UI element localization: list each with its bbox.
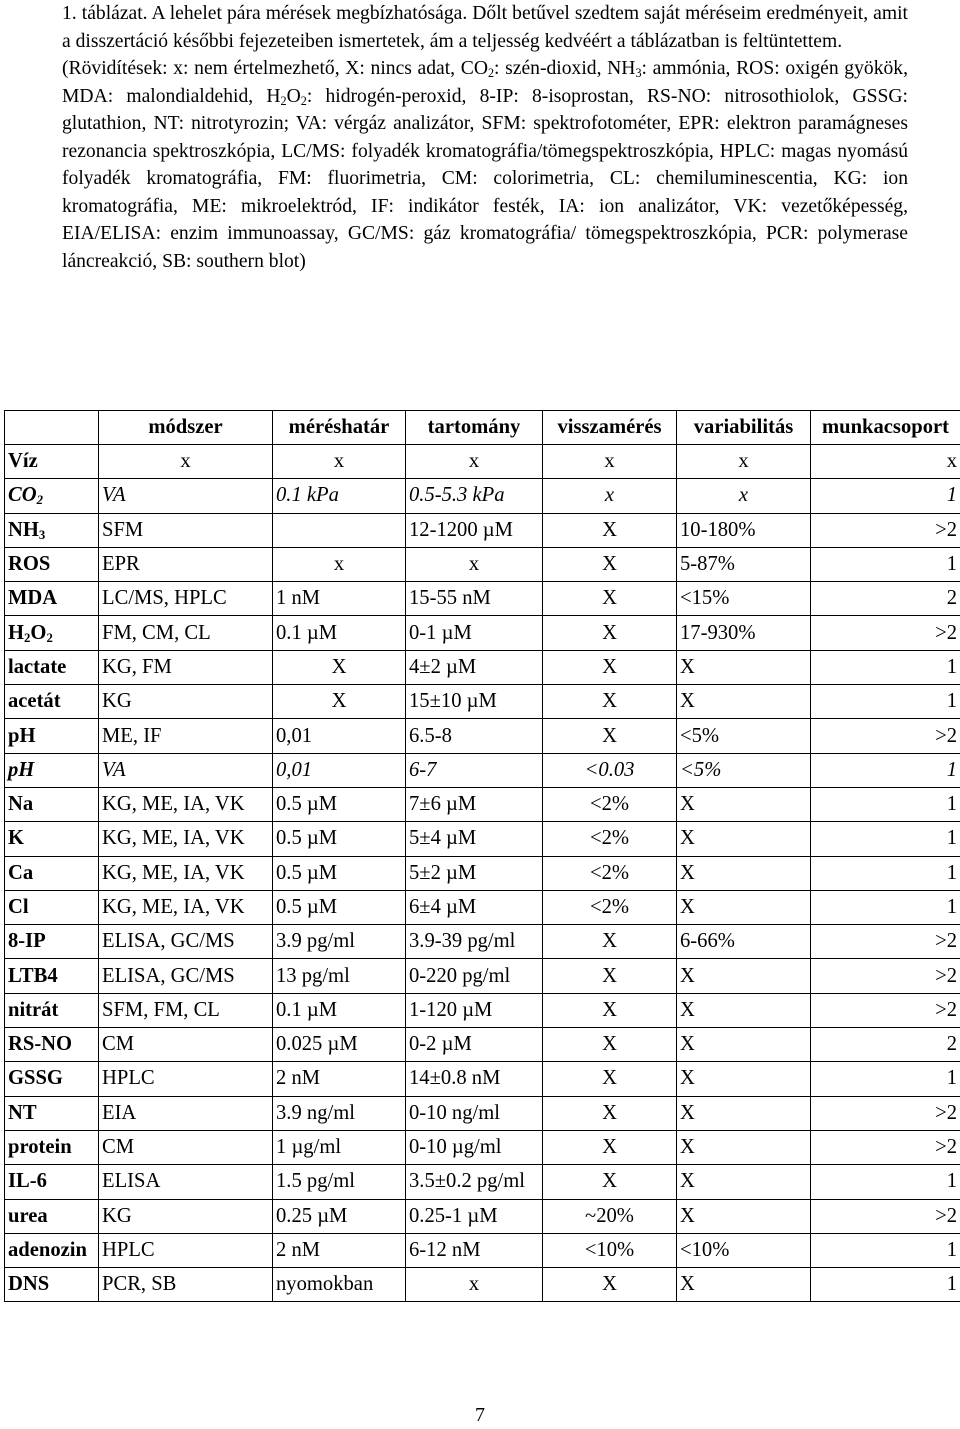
- table-cell: 2 nM: [273, 1233, 406, 1267]
- table-cell: 1 µg/ml: [273, 1130, 406, 1164]
- table-cell: X: [543, 513, 677, 547]
- row-label: RS-NO: [5, 1028, 99, 1062]
- table-cell: 0.025 µM: [273, 1028, 406, 1062]
- table-cell: >2: [811, 513, 960, 547]
- table-row: [5, 1062, 960, 1096]
- table-cell: X: [677, 787, 811, 821]
- table-cell: X: [677, 993, 811, 1027]
- table-cell: X: [543, 1096, 677, 1130]
- table-cell: x: [543, 445, 677, 479]
- table-cell: >2: [811, 1199, 960, 1233]
- table-cell: X: [677, 1199, 811, 1233]
- table-cell: X: [543, 650, 677, 684]
- reliability-table: [4, 410, 960, 1302]
- table-cell: X: [543, 547, 677, 581]
- table-cell: 0.5-5.3 kPa: [406, 479, 543, 513]
- row-label: nitrát: [5, 993, 99, 1027]
- table-cell: X: [543, 1062, 677, 1096]
- table-row: [5, 753, 960, 787]
- table-cell: ELISA: [99, 1165, 273, 1199]
- table-cell: EIA: [99, 1096, 273, 1130]
- table-cell: 1: [811, 753, 960, 787]
- caption-title: 1. táblázat. A lehelet pára mérések megbízhatósága. Dőlt betűvel szedtem saját méréseim eredményeit, amit a disszertáció későbbi fejezeteiben ismertetek, ám a teljesség kedvéért a táblázatban is feltüntettem.: [62, 3, 908, 52]
- table-row: [5, 1165, 960, 1199]
- table-cell: KG: [99, 1199, 273, 1233]
- table-cell: 1: [811, 1165, 960, 1199]
- table-row: [5, 1028, 960, 1062]
- table-cell: X: [273, 650, 406, 684]
- table-cell: 1 nM: [273, 582, 406, 616]
- table-cell: >2: [811, 925, 960, 959]
- row-label: urea: [5, 1199, 99, 1233]
- row-label: $CO_2$: [5, 479, 99, 513]
- table-cell: <10%: [677, 1233, 811, 1267]
- row-label: lactate: [5, 650, 99, 684]
- table-row: [5, 993, 960, 1027]
- table-row: [5, 685, 960, 719]
- header-cell: variabilitás: [677, 411, 811, 445]
- table-cell: x: [677, 445, 811, 479]
- table-cell: >2: [811, 1096, 960, 1130]
- table-cell: 0-220 pg/ml: [406, 959, 543, 993]
- table-row: [5, 650, 960, 684]
- table-row: [5, 1233, 960, 1267]
- row-label: $NH_3$: [5, 513, 99, 547]
- table-cell: 4±2 µM: [406, 650, 543, 684]
- table-row: [5, 582, 960, 616]
- table-cell: >2: [811, 616, 960, 650]
- table-cell: 2 nM: [273, 1062, 406, 1096]
- row-label: acetát: [5, 685, 99, 719]
- table-row: [5, 787, 960, 821]
- table-cell: <0.03: [543, 753, 677, 787]
- table-cell: 0-2 µM: [406, 1028, 543, 1062]
- table-cell: 1: [811, 685, 960, 719]
- table-cell: x: [406, 445, 543, 479]
- table-row: [5, 1199, 960, 1233]
- table-cell: X: [543, 582, 677, 616]
- table-cell: x: [406, 547, 543, 581]
- table-row: [5, 822, 960, 856]
- table-cell: 0.5 µM: [273, 787, 406, 821]
- table-cell: KG, ME, IA, VK: [99, 787, 273, 821]
- table-cell: 0.5 µM: [273, 890, 406, 924]
- table-cell: 0-10 ng/ml: [406, 1096, 543, 1130]
- row-label: Cl: [5, 890, 99, 924]
- table-cell: 12-1200 µM: [406, 513, 543, 547]
- table-cell: <10%: [543, 1233, 677, 1267]
- table-cell: X: [677, 856, 811, 890]
- table-row: [5, 719, 960, 753]
- table-cell: <2%: [543, 822, 677, 856]
- table-caption: [62, 0, 908, 275]
- table-row: [5, 959, 960, 993]
- table-cell: <2%: [543, 787, 677, 821]
- table-cell: X: [543, 616, 677, 650]
- table-cell: LC/MS, HPLC: [99, 582, 273, 616]
- table-cell: SFM: [99, 513, 273, 547]
- table-cell: 5±4 µM: [406, 822, 543, 856]
- header-cell: munkacsoport: [811, 411, 960, 445]
- table-cell: 1: [811, 650, 960, 684]
- table-cell: X: [677, 890, 811, 924]
- table-cell: X: [543, 925, 677, 959]
- table-cell: 3.9-39 pg/ml: [406, 925, 543, 959]
- table-cell: X: [543, 1028, 677, 1062]
- table-row: [5, 479, 960, 513]
- table-cell: KG, ME, IA, VK: [99, 822, 273, 856]
- row-label: $H_2O_2$: [5, 616, 99, 650]
- table-cell: 0.5 µM: [273, 822, 406, 856]
- table-cell: 1-120 µM: [406, 993, 543, 1027]
- table-row: [5, 890, 960, 924]
- header-cell: [5, 411, 99, 445]
- table-cell: X: [677, 1096, 811, 1130]
- table-cell: SFM, FM, CL: [99, 993, 273, 1027]
- table-cell: X: [273, 685, 406, 719]
- table-cell: X: [677, 1268, 811, 1302]
- table-row: [5, 513, 960, 547]
- table-row: [5, 925, 960, 959]
- table-row: [5, 445, 960, 479]
- table-cell: x: [406, 1268, 543, 1302]
- table-row: [5, 1096, 960, 1130]
- table-cell: X: [543, 1268, 677, 1302]
- table-cell: >2: [811, 1130, 960, 1164]
- table-cell: 15-55 nM: [406, 582, 543, 616]
- table-cell: HPLC: [99, 1233, 273, 1267]
- table-cell: 1: [811, 479, 960, 513]
- table-cell: VA: [99, 753, 273, 787]
- row-label: K: [5, 822, 99, 856]
- row-label: 8-IP: [5, 925, 99, 959]
- table-cell: X: [677, 1165, 811, 1199]
- table-cell: X: [677, 1130, 811, 1164]
- table-cell: X: [677, 650, 811, 684]
- table-cell: KG, ME, IA, VK: [99, 856, 273, 890]
- table-cell: 3.9 ng/ml: [273, 1096, 406, 1130]
- row-label: MDA: [5, 582, 99, 616]
- table-cell: x: [99, 445, 273, 479]
- table-cell: 0-1 µM: [406, 616, 543, 650]
- table-cell: ~20%: [543, 1199, 677, 1233]
- table-cell: X: [543, 1165, 677, 1199]
- row-label: protein: [5, 1130, 99, 1164]
- table-cell: 0-10 µg/ml: [406, 1130, 543, 1164]
- table-cell: 1: [811, 1233, 960, 1267]
- row-label: NT: [5, 1096, 99, 1130]
- table-cell: X: [677, 959, 811, 993]
- table-cell: x: [543, 479, 677, 513]
- table-cell: >2: [811, 959, 960, 993]
- table-cell: <2%: [543, 856, 677, 890]
- table-cell: 0.1 µM: [273, 616, 406, 650]
- table-cell: x: [811, 445, 960, 479]
- table-cell: 5-87%: [677, 547, 811, 581]
- table-cell: 0.25-1 µM: [406, 1199, 543, 1233]
- table-cell: ME, IF: [99, 719, 273, 753]
- table-cell: 5±2 µM: [406, 856, 543, 890]
- row-label: Ca: [5, 856, 99, 890]
- row-label: pH: [5, 753, 99, 787]
- table-cell: 1: [811, 1268, 960, 1302]
- header-cell: tartomány: [406, 411, 543, 445]
- caption-abbreviations: (Rövidítések: x: nem értelmezhető, X: nincs adat, $CO_2$: szén-dioxid, $NH_3$: ammónia, ROS: oxigén gyökök, MDA: malondialdehid, $H_2O_2$: hidrogén-peroxid, 8-IP: 8-isoprostan, RS-NO: nitrosothiolok, GSSG: glutathion, NT: nitrotyrozin; VA: vérgáz analizátor, SFM: spektrofotométer, EPR: elektron paramágneses rezonancia spektroszkópia, LC/MS: folyadék kromatográfia/tömegspektroszkópia, HPLC: magas nyomású folyadék kromatográfia, FM: fluorimetria, CM: colorimetria, CL: chemiluminescentia, KG: ion kromatográfia, ME: mikroelektród, IF: indikátor festék, IA: ion analizátor, VK: vezetőképesség, EIA/ELISA: enzim immunoassay, GC/MS: gáz kromatográfia/ tömegspektroszkópia, PCR: polymerase láncreakció, SB: southern blot): [62, 58, 908, 272]
- page-number: 7: [475, 1404, 485, 1426]
- table-cell: >2: [811, 719, 960, 753]
- table-cell: ELISA, GC/MS: [99, 959, 273, 993]
- table-cell: >2: [811, 993, 960, 1027]
- table-body: [5, 411, 960, 1302]
- header-cell: méréshatár: [273, 411, 406, 445]
- table-cell: 6-7: [406, 753, 543, 787]
- table-row: [5, 547, 960, 581]
- table-row: [5, 1130, 960, 1164]
- row-label: ROS: [5, 547, 99, 581]
- table-row: [5, 856, 960, 890]
- table-cell: 2: [811, 1028, 960, 1062]
- table-cell: 0.25 µM: [273, 1199, 406, 1233]
- table-cell: 6.5-8: [406, 719, 543, 753]
- table-cell: VA: [99, 479, 273, 513]
- table-cell: PCR, SB: [99, 1268, 273, 1302]
- table-cell: KG: [99, 685, 273, 719]
- table-cell: 6±4 µM: [406, 890, 543, 924]
- table-cell: X: [543, 1130, 677, 1164]
- table-cell: X: [543, 685, 677, 719]
- table-cell: X: [677, 685, 811, 719]
- table-cell: 17-930%: [677, 616, 811, 650]
- table-cell: X: [543, 993, 677, 1027]
- table-cell: 13 pg/ml: [273, 959, 406, 993]
- table-cell: FM, CM, CL: [99, 616, 273, 650]
- table-cell: <5%: [677, 719, 811, 753]
- row-label: adenozin: [5, 1233, 99, 1267]
- table-cell: CM: [99, 1130, 273, 1164]
- row-label: IL-6: [5, 1165, 99, 1199]
- table-cell: x: [677, 479, 811, 513]
- table-cell: 10-180%: [677, 513, 811, 547]
- table-row: [5, 1268, 960, 1302]
- table-cell: [273, 513, 406, 547]
- table-cell: 6-66%: [677, 925, 811, 959]
- table-cell: X: [677, 1028, 811, 1062]
- table-cell: 1: [811, 822, 960, 856]
- row-label: Na: [5, 787, 99, 821]
- table-cell: 6-12 nM: [406, 1233, 543, 1267]
- table-cell: 0.1 µM: [273, 993, 406, 1027]
- table-cell: KG, ME, IA, VK: [99, 890, 273, 924]
- row-label: pH: [5, 719, 99, 753]
- table-cell: 15±10 µM: [406, 685, 543, 719]
- table-cell: 2: [811, 582, 960, 616]
- table-cell: 0.1 kPa: [273, 479, 406, 513]
- table-cell: <15%: [677, 582, 811, 616]
- table-cell: 0,01: [273, 719, 406, 753]
- row-label: LTB4: [5, 959, 99, 993]
- header-cell: módszer: [99, 411, 273, 445]
- row-label: DNS: [5, 1268, 99, 1302]
- table-cell: EPR: [99, 547, 273, 581]
- table-cell: 1: [811, 547, 960, 581]
- table-cell: x: [273, 445, 406, 479]
- table-row: [5, 616, 960, 650]
- table-cell: <5%: [677, 753, 811, 787]
- table-cell: ELISA, GC/MS: [99, 925, 273, 959]
- table-cell: KG, FM: [99, 650, 273, 684]
- header-cell: visszamérés: [543, 411, 677, 445]
- table-cell: CM: [99, 1028, 273, 1062]
- table-cell: X: [543, 719, 677, 753]
- table-cell: 14±0.8 nM: [406, 1062, 543, 1096]
- table-cell: X: [677, 1062, 811, 1096]
- table-cell: 7±6 µM: [406, 787, 543, 821]
- row-label: GSSG: [5, 1062, 99, 1096]
- table-cell: <2%: [543, 890, 677, 924]
- table-cell: 3.9 pg/ml: [273, 925, 406, 959]
- table-cell: HPLC: [99, 1062, 273, 1096]
- table-cell: 1.5 pg/ml: [273, 1165, 406, 1199]
- table-cell: 0.5 µM: [273, 856, 406, 890]
- row-label: Víz: [5, 445, 99, 479]
- table-cell: 1: [811, 856, 960, 890]
- table-cell: nyomokban: [273, 1268, 406, 1302]
- table-cell: 3.5±0.2 pg/ml: [406, 1165, 543, 1199]
- table-cell: X: [677, 822, 811, 856]
- table-cell: 0,01: [273, 753, 406, 787]
- table-cell: X: [543, 959, 677, 993]
- table-header-row: [5, 411, 960, 445]
- table-cell: 1: [811, 787, 960, 821]
- table-cell: x: [273, 547, 406, 581]
- table-cell: 1: [811, 1062, 960, 1096]
- table-cell: 1: [811, 890, 960, 924]
